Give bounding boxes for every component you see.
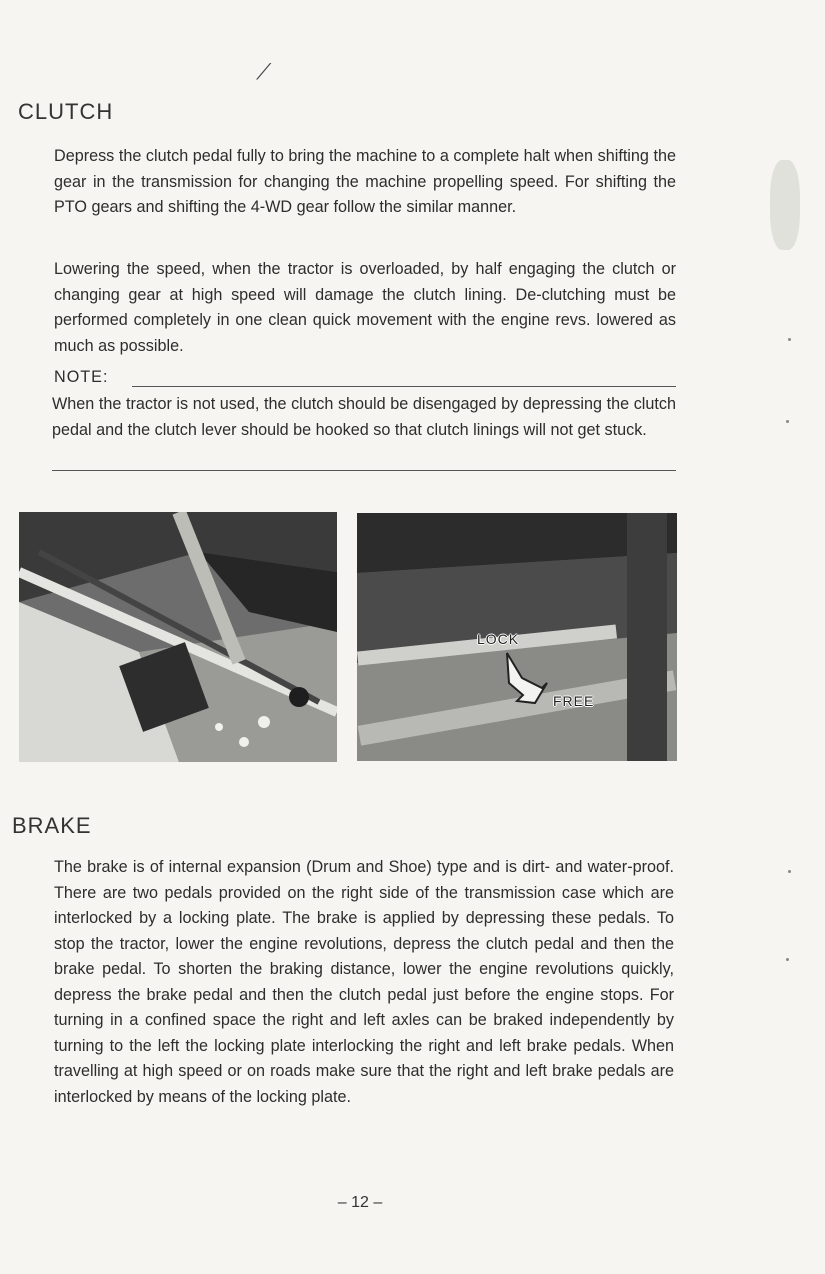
clutch-paragraph-1: Depress the clutch pedal fully to bring the machine to a complete halt when shifting the gear in the transmission for changing the machine propelling speed. For shifting the PTO gears and shifting the 4-WD gear follow the similar manner.	[54, 147, 676, 216]
note-rule-top	[132, 386, 676, 387]
scan-speck	[788, 870, 791, 873]
clutch-pedal-photo	[19, 512, 337, 762]
lock-label: LOCK	[477, 631, 520, 647]
brake-lock-photo	[357, 513, 677, 761]
brake-paragraph: The brake is of internal expansion (Drum and Shoe) type and is dirt- and water-proof. There are two pedals provided on the right side of the transmission case which are interlocked by a locking plate. The brake is applied by depressing these pedals. To stop the tractor, lower the engine revolutions, depress the clutch pedal and then the brake pedal. To shorten the braking distance, lower the engine revolutions quickly, depress the brake pedal and then the clutch pedal just before the engine stops. For turning in a confined space the right and left axles can be braked independently by turning to the left the locking plate interlocking the right and left brake pedals. When travelling at high speed or on roads make sure that the right and left brake pedals are interlocked by means of the locking plate.	[54, 858, 674, 1106]
clutch-heading: CLUTCH	[18, 99, 114, 124]
scan-smudge	[770, 160, 800, 250]
pen-mark: ⟋	[256, 60, 272, 85]
brake-heading: BRAKE	[12, 813, 92, 838]
scan-speck	[788, 338, 791, 341]
page-number: – 12 –	[337, 1194, 383, 1211]
note-text: When the tractor is not used, the clutch should be disengaged by depressing the clutch pedal and the clutch lever should be hooked so that clutch linings will not get stuck.	[52, 395, 676, 439]
clutch-pedal-photo-graphic	[19, 512, 337, 762]
scan-speck	[786, 420, 789, 423]
note-rule-bottom	[52, 470, 676, 471]
clutch-paragraph-2: Lowering the speed, when the tractor is overloaded, by half engaging the clutch or changing gear at high speed will damage the clutch lining. De-clutching must be performed completely in one clean quick movement with the engine revs. lowered as much as possible.	[54, 260, 676, 355]
note-label: NOTE:	[54, 368, 109, 386]
scan-speck	[786, 958, 789, 961]
free-label: FREE	[553, 693, 595, 709]
